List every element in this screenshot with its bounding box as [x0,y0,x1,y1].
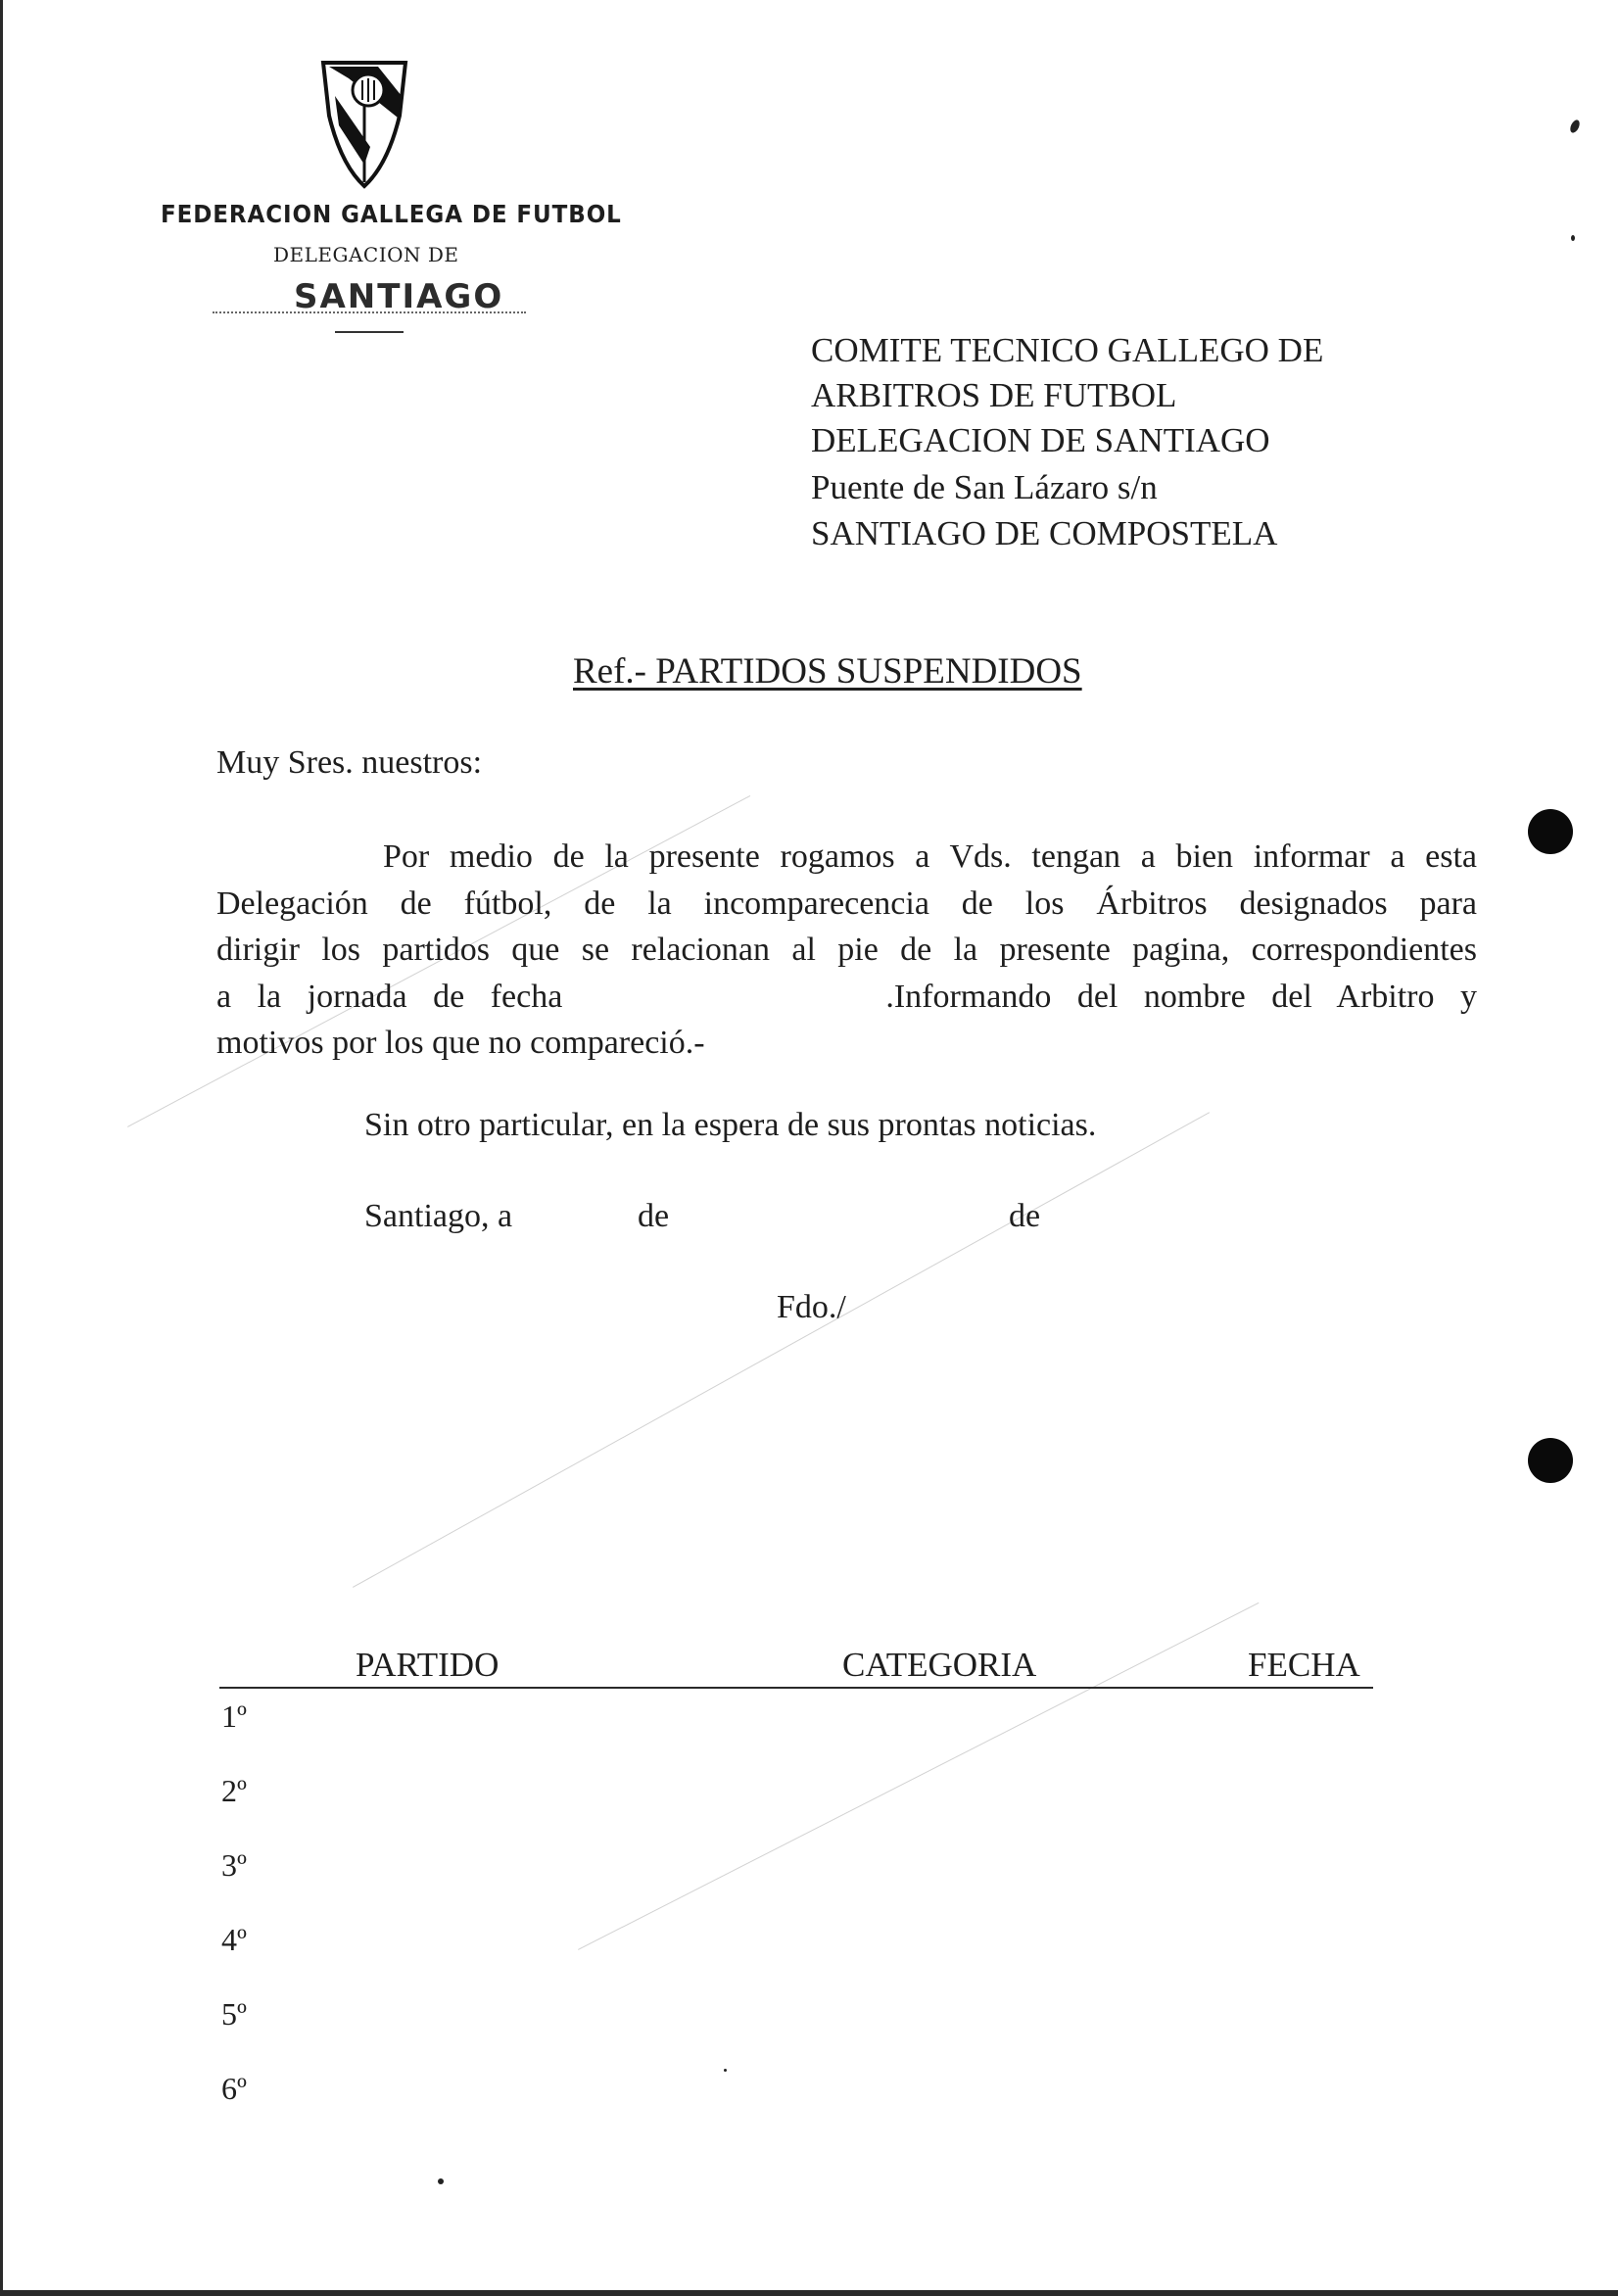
scan-edge-left [0,0,3,2296]
body-line: Delegación de fútbol, de la incomparecencia de los Árbitros designados para [216,885,1477,922]
recipient-line-2: ARBITROS DE FUTBOL [811,376,1177,414]
closing-sentence: Sin otro particular, en la espera de sus prontas noticias. [364,1107,1097,1143]
date-line-de-2: de [1009,1198,1041,1234]
body-paragraph [216,834,1477,1067]
scan-speck [1568,119,1581,134]
delegation-city-stamp: SANTIAGO [294,277,504,316]
recipient-line-3: DELEGACION DE SANTIAGO [811,421,1270,459]
table-row-number: 2º [221,1773,247,1808]
table-row-number: 1º [221,1698,247,1734]
scan-speck [724,2069,727,2072]
delegation-dotted-line [213,311,526,313]
body-line [216,974,1477,1021]
salutation: Muy Sres. nuestros: [216,744,483,781]
body-line: Por medio de la presente rogamos a Vds. tengan a bien informar a esta [383,838,1477,875]
column-header-categoria: CATEGORIA [842,1646,1037,1684]
reference-heading: Ref.- PARTIDOS SUSPENDIDOS [573,651,1082,692]
scan-speck [438,2178,444,2184]
table-row-number: 4º [221,1922,247,1957]
signature-label: Fdo./ [777,1289,846,1325]
faint-pencil-line [353,1112,1210,1588]
table-header-rule [219,1687,1373,1689]
date-line-de-1: de [638,1198,670,1234]
recipient-line-4: Puente de San Lázaro s/n [811,468,1158,506]
delegation-label: DELEGACION DE [273,243,459,266]
body-line-start: a la jornada de fecha [216,978,563,1015]
punch-hole-bottom [1528,1438,1573,1483]
date-line-city: Santiago, a [364,1198,513,1234]
letterhead-rule [335,331,404,333]
body-line: dirigir los partidos que se relacionan al pie de la presente pagina, correspondientes [216,932,1477,968]
table-row-number: 5º [221,1996,247,2032]
recipient-line-1: COMITE TECNICO GALLEGO DE [811,331,1324,369]
column-header-fecha: FECHA [1248,1646,1360,1684]
scan-edge-bottom [0,2290,1618,2296]
table-row-number: 3º [221,1847,247,1883]
body-line: motivos por los que no compareció.- [216,1025,705,1061]
federation-shield-logo [319,57,409,190]
column-header-partido: PARTIDO [356,1646,500,1684]
federation-name: FEDERACION GALLEGA DE FUTBOL [161,200,622,228]
punch-hole-top [1528,809,1573,854]
recipient-line-5: SANTIAGO DE COMPOSTELA [811,514,1278,552]
body-line-end: .Informando del nombre del Arbitro y [885,978,1478,1015]
scan-speck [1571,235,1575,241]
table-row-number: 6º [221,2071,247,2106]
